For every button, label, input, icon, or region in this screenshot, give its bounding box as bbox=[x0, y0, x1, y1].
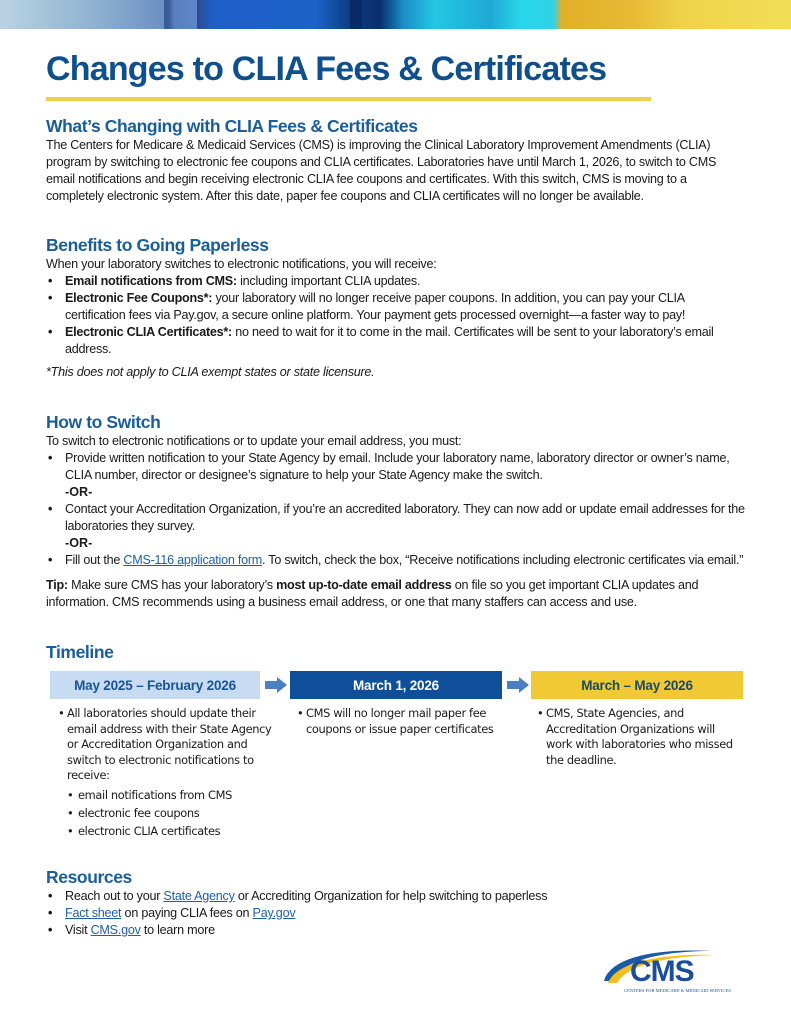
bullet-icon: • bbox=[67, 787, 74, 802]
arrow-right-icon bbox=[265, 677, 287, 693]
or-separator: -OR- bbox=[65, 485, 93, 499]
switch-options-list bbox=[46, 501, 746, 535]
bullet-icon: • bbox=[297, 706, 304, 720]
bullet-icon: • bbox=[58, 706, 65, 720]
list-item bbox=[46, 552, 746, 569]
header-banner bbox=[0, 0, 791, 29]
tip-label: Tip: bbox=[46, 578, 68, 592]
item-label: Email notifications from CMS: bbox=[65, 274, 237, 288]
state-agency-link[interactable]: State Agency bbox=[163, 889, 235, 903]
item-text: your laboratory will no longer receive paper coupons. In addition, you can pay your CLIA certification fees via Pay.gov, a secure online platform. Your payment gets processed overnight—a faster way to pay! bbox=[65, 291, 686, 322]
item-text: or Accrediting Organization for help switching to paperless bbox=[234, 889, 548, 903]
fact-sheet-link[interactable]: Fact sheet bbox=[65, 906, 122, 920]
tip-text: on file so you get important CLIA updates and information. CMS recommends using a business email address, or one that many staffers can access and use. bbox=[46, 578, 699, 609]
bullet-icon: • bbox=[48, 325, 53, 339]
section-body: The Centers for Medicare & Medicaid Services (CMS) is improving the Clinical Laboratory Improvement Amendments (CLIA) program by switching to electronic fee coupons and CLIA certificates. Laboratories have until March 1, 2026, to switch to CMS email notifications and begin receiving electronic CLIA fee coupons and certificates. With this switch, CMS is moving to a completely electronic system. After this date, paper fee coupons and CLIA certificates will no longer be available. bbox=[46, 138, 717, 203]
cms-gov-link[interactable]: CMS.gov bbox=[90, 923, 141, 937]
list-item bbox=[46, 450, 746, 484]
list-item bbox=[46, 922, 746, 939]
timeline-subtext: electronic CLIA certificates bbox=[78, 823, 221, 838]
bullet-icon: • bbox=[48, 274, 53, 288]
timeline-subitem bbox=[67, 804, 273, 822]
section-benefits bbox=[46, 234, 746, 381]
title-underline bbox=[46, 97, 651, 101]
bullet-icon: • bbox=[48, 553, 53, 567]
timeline-bullet bbox=[297, 706, 497, 737]
arrow-right-icon bbox=[507, 677, 529, 693]
item-text: on paying CLIA fees on bbox=[121, 906, 253, 920]
section-heading: How to Switch bbox=[46, 412, 161, 432]
section-how-to-switch bbox=[46, 411, 746, 611]
item-text: Contact your Accreditation Organization, if you’re an accredited laboratory. They can now add or update email addresses for the laboratories they survey. bbox=[65, 502, 745, 533]
section-heading: Timeline bbox=[46, 642, 114, 662]
bullet-icon: • bbox=[48, 291, 53, 305]
timeline-phase-3-body bbox=[537, 706, 742, 768]
or-separator: -OR- bbox=[65, 536, 93, 550]
cms-logo bbox=[600, 945, 750, 995]
cms-116-form-link[interactable]: CMS-116 application form bbox=[123, 553, 263, 567]
section-intro: When your laboratory switches to electronic notifications, you will receive: bbox=[46, 257, 437, 271]
item-text: Provide written notification to your State Agency by email. Include your laboratory name, laboratory director or owner’s name, CLIA number, director or designee’s signature to help your State Agency make the switch. bbox=[65, 451, 730, 482]
item-text: to learn more bbox=[140, 923, 215, 937]
tip-text: Make sure CMS has your laboratory’s bbox=[67, 578, 277, 592]
resources-list bbox=[46, 888, 746, 939]
item-label: Electronic Fee Coupons*: bbox=[65, 291, 213, 305]
timeline-text: CMS will no longer mail paper fee coupons or issue paper certificates bbox=[306, 706, 494, 736]
list-item bbox=[46, 905, 746, 922]
bullet-icon: • bbox=[48, 906, 53, 920]
pay-gov-link[interactable]: Pay.gov bbox=[252, 906, 296, 920]
section-resources bbox=[46, 866, 746, 939]
timeline-phase-3-header: March – May 2026 bbox=[531, 671, 743, 699]
timeline-subitem bbox=[67, 786, 273, 804]
banner-stripe bbox=[164, 0, 169, 29]
tip-paragraph bbox=[46, 577, 746, 611]
list-item bbox=[46, 501, 746, 535]
list-item bbox=[46, 324, 746, 358]
bullet-icon: • bbox=[48, 889, 53, 903]
timeline-sublist bbox=[58, 786, 273, 840]
timeline-text: CMS, State Agencies, and Accreditation Organizations will work with laboratories who missed the deadline. bbox=[546, 706, 733, 767]
bullet-icon: • bbox=[48, 923, 53, 937]
svg-text:CMS: CMS bbox=[630, 955, 694, 988]
bullet-icon: • bbox=[67, 805, 74, 820]
item-text: Fill out the bbox=[65, 553, 124, 567]
cms-swoosh-icon bbox=[600, 945, 750, 995]
svg-text:CENTERS FOR MEDICARE & MEDICAI: CENTERS FOR MEDICARE & MEDICAID SERVICES bbox=[624, 988, 731, 993]
timeline-phase-2-body bbox=[297, 706, 497, 737]
list-item bbox=[46, 888, 746, 905]
banner-stripe bbox=[350, 0, 362, 29]
item-text: Visit bbox=[65, 923, 91, 937]
bullet-icon: • bbox=[67, 823, 74, 838]
switch-options-list bbox=[46, 450, 746, 484]
footnote-text: *This does not apply to CLIA exempt states or state licensure. bbox=[46, 365, 375, 379]
timeline-phase-1-header: May 2025 – February 2026 bbox=[50, 671, 260, 699]
benefits-list bbox=[46, 273, 746, 358]
banner-stripe bbox=[197, 0, 201, 29]
timeline-subitem bbox=[67, 822, 273, 840]
bullet-icon: • bbox=[48, 502, 53, 516]
section-timeline bbox=[46, 641, 746, 663]
section-heading: Resources bbox=[46, 867, 132, 887]
bullet-icon: • bbox=[48, 451, 53, 465]
section-heading: Benefits to Going Paperless bbox=[46, 235, 269, 255]
item-label: Electronic CLIA Certificates*: bbox=[65, 325, 232, 339]
list-item bbox=[46, 290, 746, 324]
timeline-bullet bbox=[537, 706, 742, 768]
section-whats-changing bbox=[46, 115, 746, 205]
tip-emphasis: most up-to-date email address bbox=[276, 578, 452, 592]
item-text: including important CLIA updates. bbox=[236, 274, 421, 288]
timeline-subtext: email notifications from CMS bbox=[78, 787, 232, 802]
item-text: Reach out to your bbox=[65, 889, 164, 903]
list-item bbox=[46, 273, 746, 290]
section-intro: To switch to electronic notifications or to update your email address, you must: bbox=[46, 434, 462, 448]
section-heading: What’s Changing with CLIA Fees & Certificates bbox=[46, 116, 418, 136]
timeline-phase-1-body bbox=[58, 706, 273, 840]
timeline-text: All laboratories should update their email address with their State Agency or Accreditation Organization and switch to electronic notifications to receive: bbox=[67, 706, 272, 783]
item-text: . To switch, check the box, “Receive notifications including electronic certificates via email.” bbox=[262, 553, 744, 567]
item-text: no need to wait for it to come in the mail. Certificates will be sent to your laboratory’s email address. bbox=[65, 325, 714, 356]
timeline-subtext: electronic fee coupons bbox=[78, 805, 200, 820]
page-title: Changes to CLIA Fees & Certificates bbox=[46, 50, 607, 88]
timeline-phase-2-header: March 1, 2026 bbox=[290, 671, 502, 699]
timeline-bullet bbox=[58, 706, 273, 784]
switch-options-list bbox=[46, 552, 746, 569]
bullet-icon: • bbox=[537, 706, 544, 720]
footnote bbox=[46, 364, 746, 381]
